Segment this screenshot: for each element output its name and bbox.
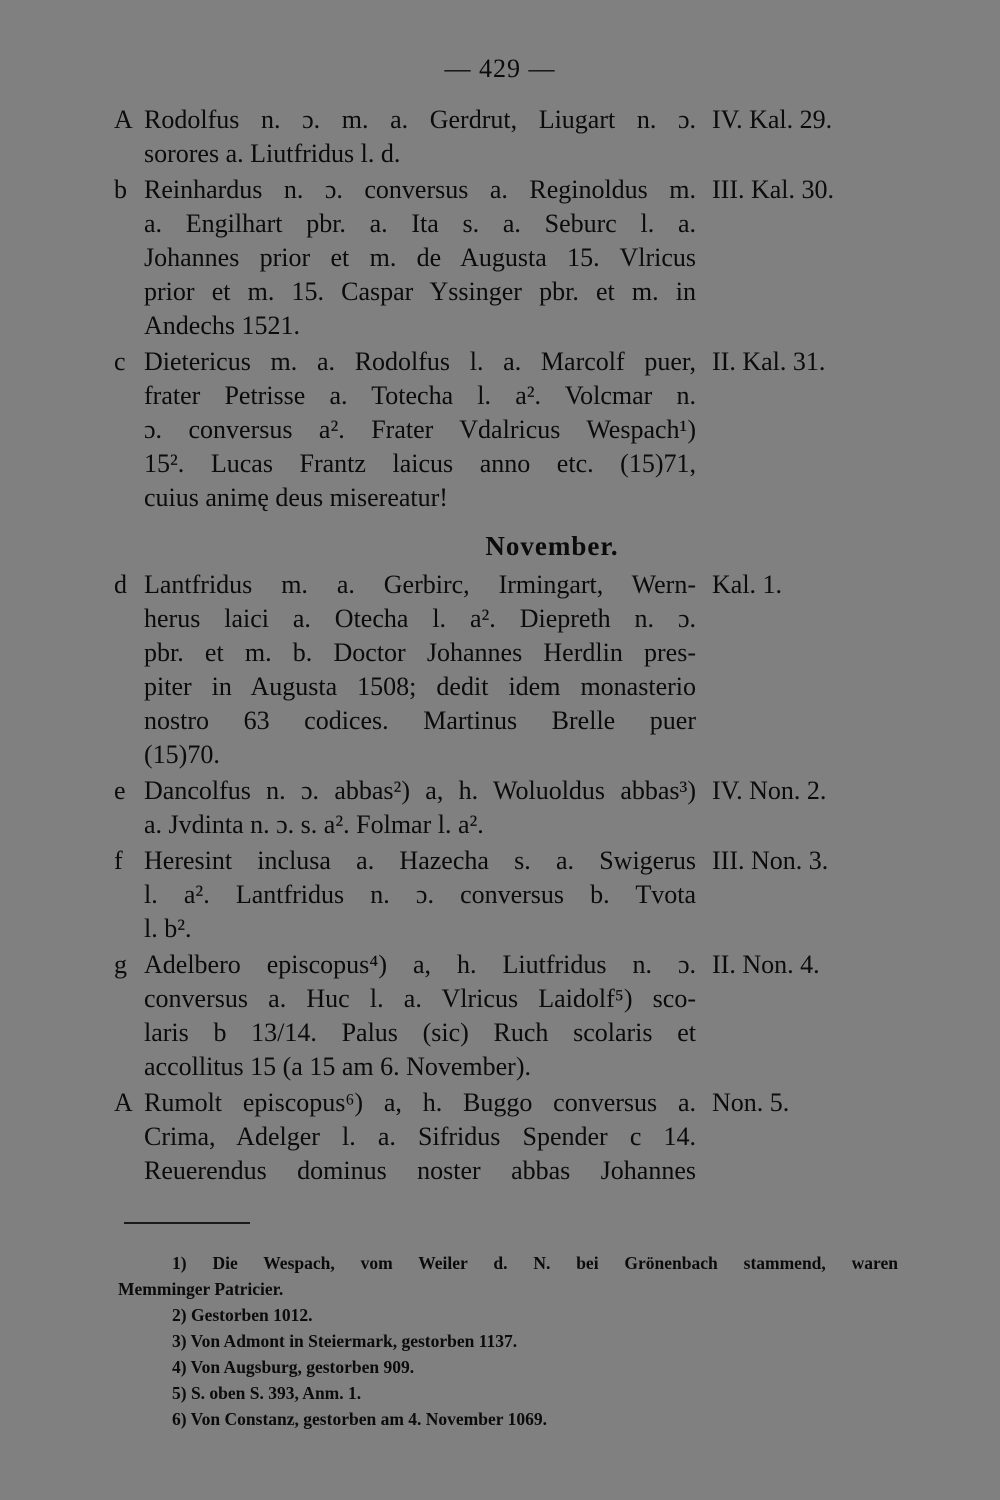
entry-letter: e: [114, 776, 126, 805]
footnote-divider: [124, 1222, 250, 1224]
text-line: Reuerendus dominus noster abbas Johannes: [144, 1156, 696, 1185]
entry-date: Non. 5.: [712, 1088, 790, 1117]
entry-text: [144, 173, 696, 343]
entry-date: III. Non. 3.: [712, 846, 829, 875]
entry-letter: d: [114, 570, 127, 599]
entry-letter: A: [114, 1088, 133, 1117]
entry-kal-1: [112, 568, 872, 772]
text-line: l. b².: [144, 914, 192, 943]
calendar-entries: [112, 103, 872, 1188]
entry-kal-29: [112, 103, 872, 171]
text-line: prior et m. 15. Caspar Yssinger pbr. et m. in: [144, 277, 696, 306]
text-line: Reinhardus n. ɔ. conversus a. Reginoldus m.: [144, 175, 696, 204]
footnote-4: 4) Von Augsburg, gestorben 909.: [172, 1357, 415, 1377]
text-line: piter in Augusta 1508; dedit idem monasterio: [144, 672, 696, 701]
entry-non-4: [112, 948, 872, 1084]
text-line: Andechs 1521.: [144, 311, 300, 340]
footnote-6: 6) Von Constanz, gestorben am 4. November 1069.: [172, 1409, 547, 1429]
text-line: conversus a. Huc l. a. Vlricus Laidolf⁵) sco-: [144, 984, 696, 1013]
text-line: herus laici a. Otecha l. a². Diepreth n. ɔ.: [144, 604, 696, 633]
text-line: sorores a. Liutfridus l. d.: [144, 139, 401, 168]
text-line: (15)70.: [144, 740, 220, 769]
text-line: Johannes prior et m. de Augusta 15. Vlricus: [144, 243, 696, 272]
entry-date: IV. Kal. 29.: [712, 105, 833, 134]
footnote-2: 2) Gestorben 1012.: [172, 1305, 313, 1325]
text-line: Lantfridus m. a. Gerbirc, Irmingart, Wern-: [144, 570, 696, 599]
footnote-5: 5) S. oben S. 393, Anm. 1.: [172, 1383, 362, 1403]
entry-text: [144, 1086, 696, 1188]
entry-kal-30: [112, 173, 872, 343]
entry-text: [144, 103, 696, 171]
entry-letter: f: [114, 846, 123, 875]
entry-text: [144, 568, 696, 772]
entry-text: [144, 948, 696, 1084]
entry-non-5: [112, 1086, 872, 1188]
text-line: accollitus 15 (a 15 am 6. November).: [144, 1052, 531, 1081]
text-line: ɔ. conversus a². Frater Vdalricus Wespach¹): [144, 415, 696, 444]
text-line: Rumolt episcopus⁶) a, h. Buggo conversus a.: [144, 1088, 696, 1117]
footnote-1: 1) Die Wespach, vom Weiler d. N. bei Grönenbach stammend, waren: [172, 1253, 898, 1273]
text-line: laris b 13/14. Palus (sic) Ruch scolaris et: [144, 1018, 696, 1047]
section-heading: November.: [485, 531, 619, 561]
text-line: Rodolfus n. ɔ. m. a. Gerdrut, Liugart n. ɔ.: [144, 105, 696, 134]
entry-date: II. Kal. 31.: [712, 347, 826, 376]
text-line: a. Engilhart pbr. a. Ita s. a. Seburc l. a.: [144, 209, 696, 238]
entry-letter: c: [114, 347, 126, 376]
entry-non-2: [112, 774, 872, 842]
entry-kal-31: [112, 345, 872, 515]
entry-date: Kal. 1.: [712, 570, 783, 599]
entry-date: II. Non. 4.: [712, 950, 820, 979]
text-line: pbr. et m. b. Doctor Johannes Herdlin pres-: [144, 638, 696, 667]
entry-letter: A: [114, 105, 133, 134]
text-line: 15². Lucas Frantz laicus anno etc. (15)71,: [144, 449, 696, 478]
footnotes: [118, 1250, 898, 1432]
text-line: Dancolfus n. ɔ. abbas²) a, h. Woluoldus abbas³): [144, 776, 696, 805]
text-line: Heresint inclusa a. Hazecha s. a. Swigerus: [144, 846, 696, 875]
text-line: cuius animę deus misereatur!: [144, 483, 448, 512]
text-line: Crima, Adelger l. a. Sifridus Spender c 14.: [144, 1122, 696, 1151]
text-line: nostro 63 codices. Martinus Brelle puer: [144, 706, 696, 735]
text-line: Dietericus m. a. Rodolfus l. a. Marcolf puer,: [144, 347, 696, 376]
entry-text: [144, 844, 696, 946]
entry-date: III. Kal. 30.: [712, 175, 835, 204]
entry-letter: b: [114, 175, 127, 204]
text-line: l. a². Lantfridus n. ɔ. conversus b. Tvota: [144, 880, 696, 909]
footnote-3: 3) Von Admont in Steiermark, gestorben 1137.: [172, 1331, 518, 1351]
entry-letter: g: [114, 950, 127, 979]
text-line: frater Petrisse a. Totecha l. a². Volcmar n.: [144, 381, 696, 410]
footnote-1-continued: Memminger Patricier.: [118, 1279, 284, 1299]
entry-non-3: [112, 844, 872, 946]
entry-text: [144, 345, 696, 515]
page-number: — 429 —: [444, 54, 556, 83]
text-line: Adelbero episcopus⁴) a, h. Liutfridus n. ɔ.: [144, 950, 696, 979]
entry-text: [144, 774, 696, 842]
entry-date: IV. Non. 2.: [712, 776, 827, 805]
text-line: a. Jvdinta n. ɔ. s. a². Folmar l. a².: [144, 810, 484, 839]
